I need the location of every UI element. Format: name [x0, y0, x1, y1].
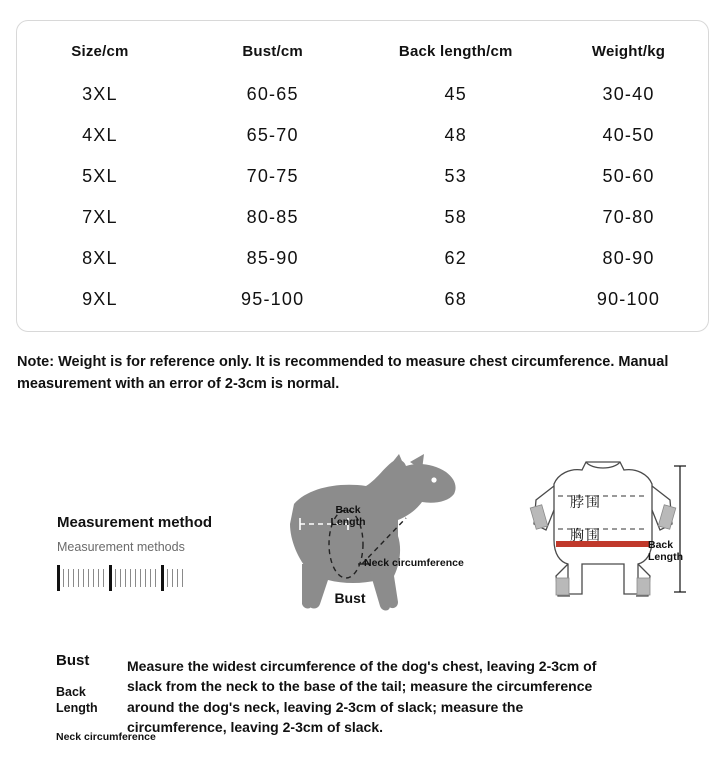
cell-bust: 95-100: [241, 289, 305, 309]
label-bust-cn: 胸围: [570, 527, 602, 543]
cell-weight: 70-80: [602, 207, 655, 227]
column-header-weight: Weight/kg: [591, 43, 666, 60]
term-neck-circumference: Neck circumference: [56, 731, 156, 744]
illustration-section: [0, 430, 725, 640]
cell-back-length: 58: [444, 207, 467, 227]
cell-size: 7XL: [82, 207, 118, 227]
ruler-icon: [57, 565, 185, 591]
table-row: [17, 197, 708, 238]
cell-size: 5XL: [82, 166, 118, 186]
measurement-description-section: [0, 652, 725, 770]
cell-size: 8XL: [82, 248, 118, 268]
dog-measurement-diagram: [258, 452, 473, 637]
label-neck-circumference: Neck circumference: [364, 557, 464, 569]
column-header-bust: Bust/cm: [242, 43, 303, 60]
cell-bust: 80-85: [246, 207, 299, 227]
cell-weight: 80-90: [602, 248, 655, 268]
label-back-length: Back Length: [330, 504, 366, 529]
dog-silhouette-icon: [258, 452, 473, 637]
cell-back-length: 45: [444, 84, 467, 104]
cell-bust: 65-70: [246, 125, 299, 145]
table-row: [17, 74, 708, 115]
measurement-instructions: Measure the widest circumference of the dog's chest, leaving 2-3cm of slack from the neck to the base of the tail; measure the circumference around the dog's neck, leaving 2-3cm of slack; measure the circumference, leaving 2-3cm of slack.: [127, 658, 597, 735]
cell-size: 4XL: [82, 125, 118, 145]
cell-back-length: 62: [444, 248, 467, 268]
cell-back-length: 68: [444, 289, 467, 309]
term-back-length: Back Length: [56, 685, 98, 715]
garment-measurement-diagram: [512, 444, 702, 634]
measurement-terms-list: [56, 652, 156, 744]
measurement-method-subtitle: Measurement methods: [57, 540, 185, 554]
table-header-row: [17, 21, 708, 74]
cell-weight: 50-60: [602, 166, 655, 186]
cell-back-length: 48: [444, 125, 467, 145]
size-chart-card: [16, 20, 709, 332]
cell-weight: 90-100: [596, 289, 661, 309]
cell-back-length: 53: [444, 166, 467, 186]
cell-size: 9XL: [82, 289, 118, 309]
table-row: [17, 238, 708, 279]
table-row: [17, 156, 708, 197]
measurement-note: Note: Weight is for reference only. It is recommended to measure chest circumference. Manual measurement with an error of 2-3cm is normal.: [17, 354, 669, 392]
column-header-size: Size/cm: [71, 43, 129, 60]
cell-weight: 40-50: [602, 125, 655, 145]
table-row: [17, 279, 708, 320]
column-header-back-length: Back length/cm: [398, 43, 513, 60]
size-chart-table: [17, 21, 708, 320]
table-row: [17, 115, 708, 156]
term-bust: Bust: [56, 652, 90, 669]
cell-weight: 30-40: [602, 84, 655, 104]
cell-bust: 70-75: [246, 166, 299, 186]
cell-size: 3XL: [82, 84, 118, 104]
label-neck-circumference-cn: 脖围: [570, 494, 602, 510]
label-garment-back-length: Back Length: [648, 539, 683, 564]
label-bust: Bust: [334, 590, 366, 606]
cell-bust: 60-65: [246, 84, 299, 104]
measurement-method-title: Measurement method: [57, 514, 213, 531]
cell-bust: 85-90: [246, 248, 299, 268]
